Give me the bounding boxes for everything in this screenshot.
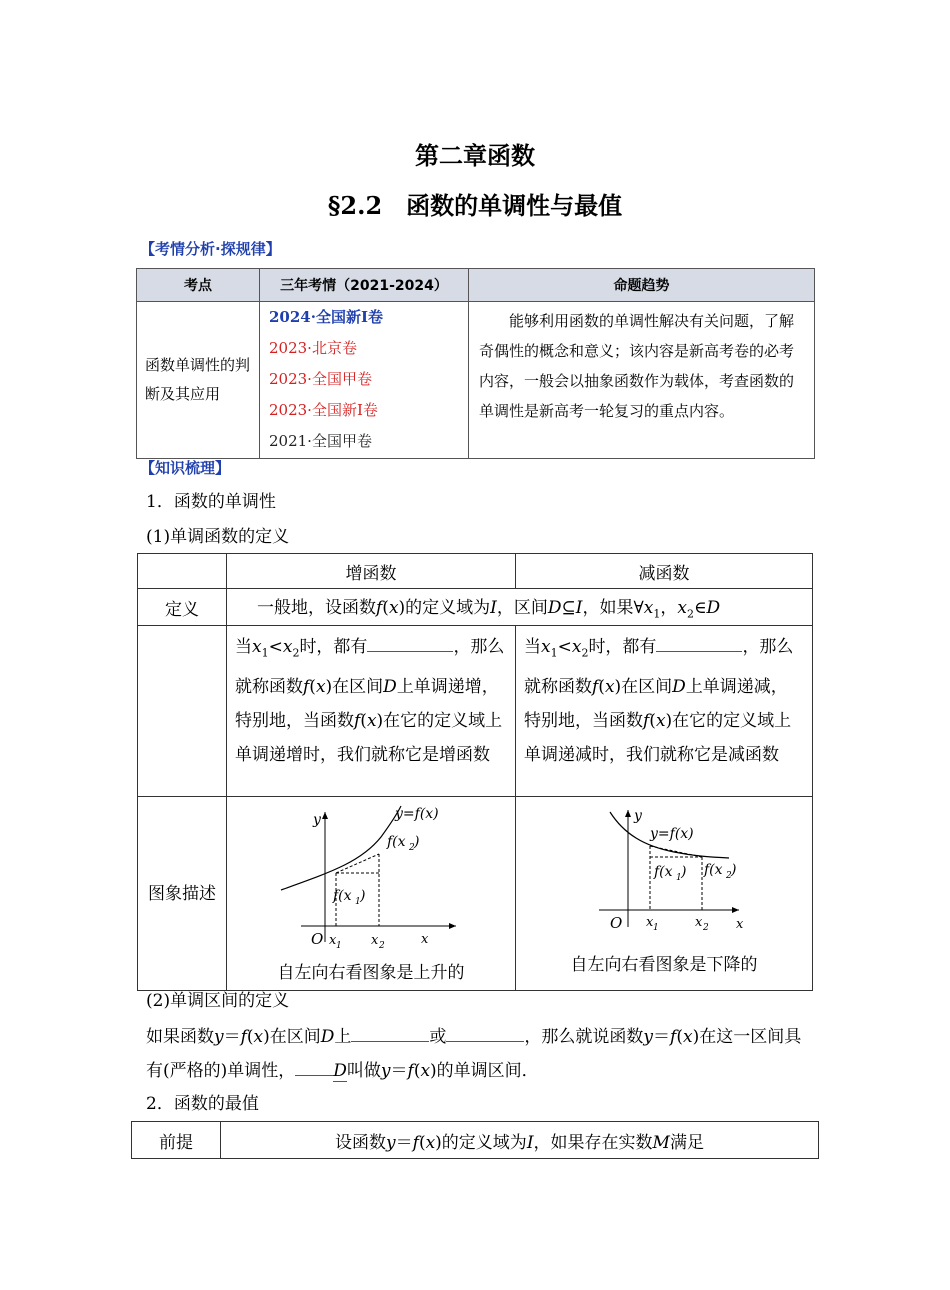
exam-years — [260, 302, 469, 459]
svg-text:2: 2 — [409, 843, 415, 853]
svg-text:f(x: f(x — [333, 888, 352, 904]
svg-text:x: x — [695, 915, 703, 930]
increasing-definition: 当$x_1<x_2$时，都有 ，那么就称函数f(x)在区间D上单调递增，特别地，当函数f(x)在它的定义域上单调递增时，我们就称它是增函数 — [227, 626, 516, 797]
exam-trend: 能够利用函数的单调性解决有关问题，了解奇偶性的概念和意义；该内容是新高考卷的必考内容，一般会以抽象函数作为载体，考查函数的单调性是新高考一轮复习的重点内容。 — [469, 302, 815, 459]
answer-blank[interactable] — [351, 1041, 429, 1042]
answer-blank[interactable] — [367, 651, 453, 652]
answer-blank[interactable] — [446, 1041, 524, 1042]
chapter-title: 第二章函数 — [415, 141, 535, 170]
decreasing-caption: 自左向右看图象是下降的 — [570, 955, 758, 975]
increasing-graph — [271, 802, 471, 952]
svg-text:1: 1 — [355, 897, 361, 907]
svg-text:f(x: f(x — [704, 862, 723, 878]
decreasing-graph-cell — [516, 797, 813, 991]
monotonic-table — [137, 553, 813, 991]
col-header-trend: 命题趋势 — [469, 269, 815, 302]
svg-text:): ) — [731, 862, 737, 878]
knowledge-tag: 【知识梳理】 — [140, 459, 231, 477]
svg-text:x: x — [421, 932, 429, 947]
svg-text:y=f(x): y=f(x) — [395, 806, 439, 822]
y-axis-label: y — [313, 812, 321, 828]
svg-text:y: y — [634, 808, 642, 824]
svg-text:): ) — [414, 834, 420, 850]
svg-text:O: O — [311, 930, 324, 948]
svg-text:x: x — [329, 933, 337, 948]
exam-year-item: 2023·全国新Ⅰ卷 — [269, 401, 378, 419]
exam-year-item: 2021·全国甲卷 — [269, 432, 372, 450]
decreasing-graph — [564, 802, 764, 942]
svg-text:O: O — [610, 914, 623, 932]
premise-text: 设函数y＝f(x)的定义域为I，如果存在实数M满足 — [221, 1122, 819, 1159]
row-graph-label: 图象描述 — [138, 797, 227, 991]
answer-blank[interactable] — [656, 651, 742, 652]
increasing-caption: 自左向右看图象是上升的 — [277, 963, 465, 983]
premise-label: 前提 — [132, 1122, 221, 1159]
svg-text:2: 2 — [726, 871, 732, 881]
svg-text:x: x — [646, 915, 654, 930]
heading-extrema: 2．函数的最值 — [146, 1094, 259, 1114]
svg-text:x: x — [736, 917, 744, 932]
exam-analysis-tag: 【考情分析·探规律】 — [140, 240, 281, 258]
svg-text:): ) — [681, 864, 687, 880]
extrema-table — [131, 1121, 819, 1159]
svg-text:f(x: f(x — [654, 864, 673, 880]
exam-topic: 函数单调性的判断及其应用 — [137, 302, 260, 459]
col-increasing: 增函数 — [227, 554, 516, 589]
svg-text:f(x: f(x — [387, 834, 406, 850]
interval-paragraph: 如果函数y＝f(x)在区间D上 或 ，那么就说函数y＝f(x)在这一区间具有(严格的)单调性， D叫做y＝f(x)的单调区间． — [146, 1027, 802, 1081]
exam-table — [136, 268, 815, 459]
answer-blank[interactable] — [295, 1075, 333, 1076]
svg-text:1: 1 — [336, 941, 342, 951]
heading-interval-definition: (2)单调区间的定义 — [146, 991, 290, 1011]
definition-text: 一般地，设函数f(x)的定义域为I，区间D⊆I，如果$\forall x_1$，$x_2\in D$ — [227, 589, 813, 626]
svg-text:x: x — [371, 933, 379, 948]
increasing-graph-cell — [227, 797, 516, 991]
svg-text:2: 2 — [703, 923, 709, 933]
exam-year-item: 2023·北京卷 — [269, 339, 357, 357]
heading-mono-definition: (1)单调函数的定义 — [146, 527, 290, 547]
section-title: §2.2 函数的单调性与最值 — [327, 191, 623, 220]
svg-text:1: 1 — [676, 873, 682, 883]
col-decreasing: 减函数 — [516, 554, 813, 589]
exam-year-item: 2024·全国新Ⅰ卷 — [269, 308, 383, 326]
exam-year-item: 2023·全国甲卷 — [269, 370, 372, 388]
col-header-topic: 考点 — [137, 269, 260, 302]
svg-text:): ) — [360, 888, 366, 904]
decreasing-definition: 当$x_1<x_2$时，都有 ，那么就称函数f(x)在区间D上单调递减，特别地，当函数f(x)在它的定义域上单调递减时，我们就称它是减函数 — [516, 626, 813, 797]
row-definition-label: 定义 — [138, 589, 227, 626]
svg-text:1: 1 — [653, 923, 659, 933]
col-header-years: 三年考情（2021-2024） — [260, 269, 469, 302]
svg-text:2: 2 — [379, 941, 385, 951]
heading-monotonicity: 1．函数的单调性 — [146, 492, 276, 512]
svg-text:y=f(x): y=f(x) — [650, 826, 694, 842]
